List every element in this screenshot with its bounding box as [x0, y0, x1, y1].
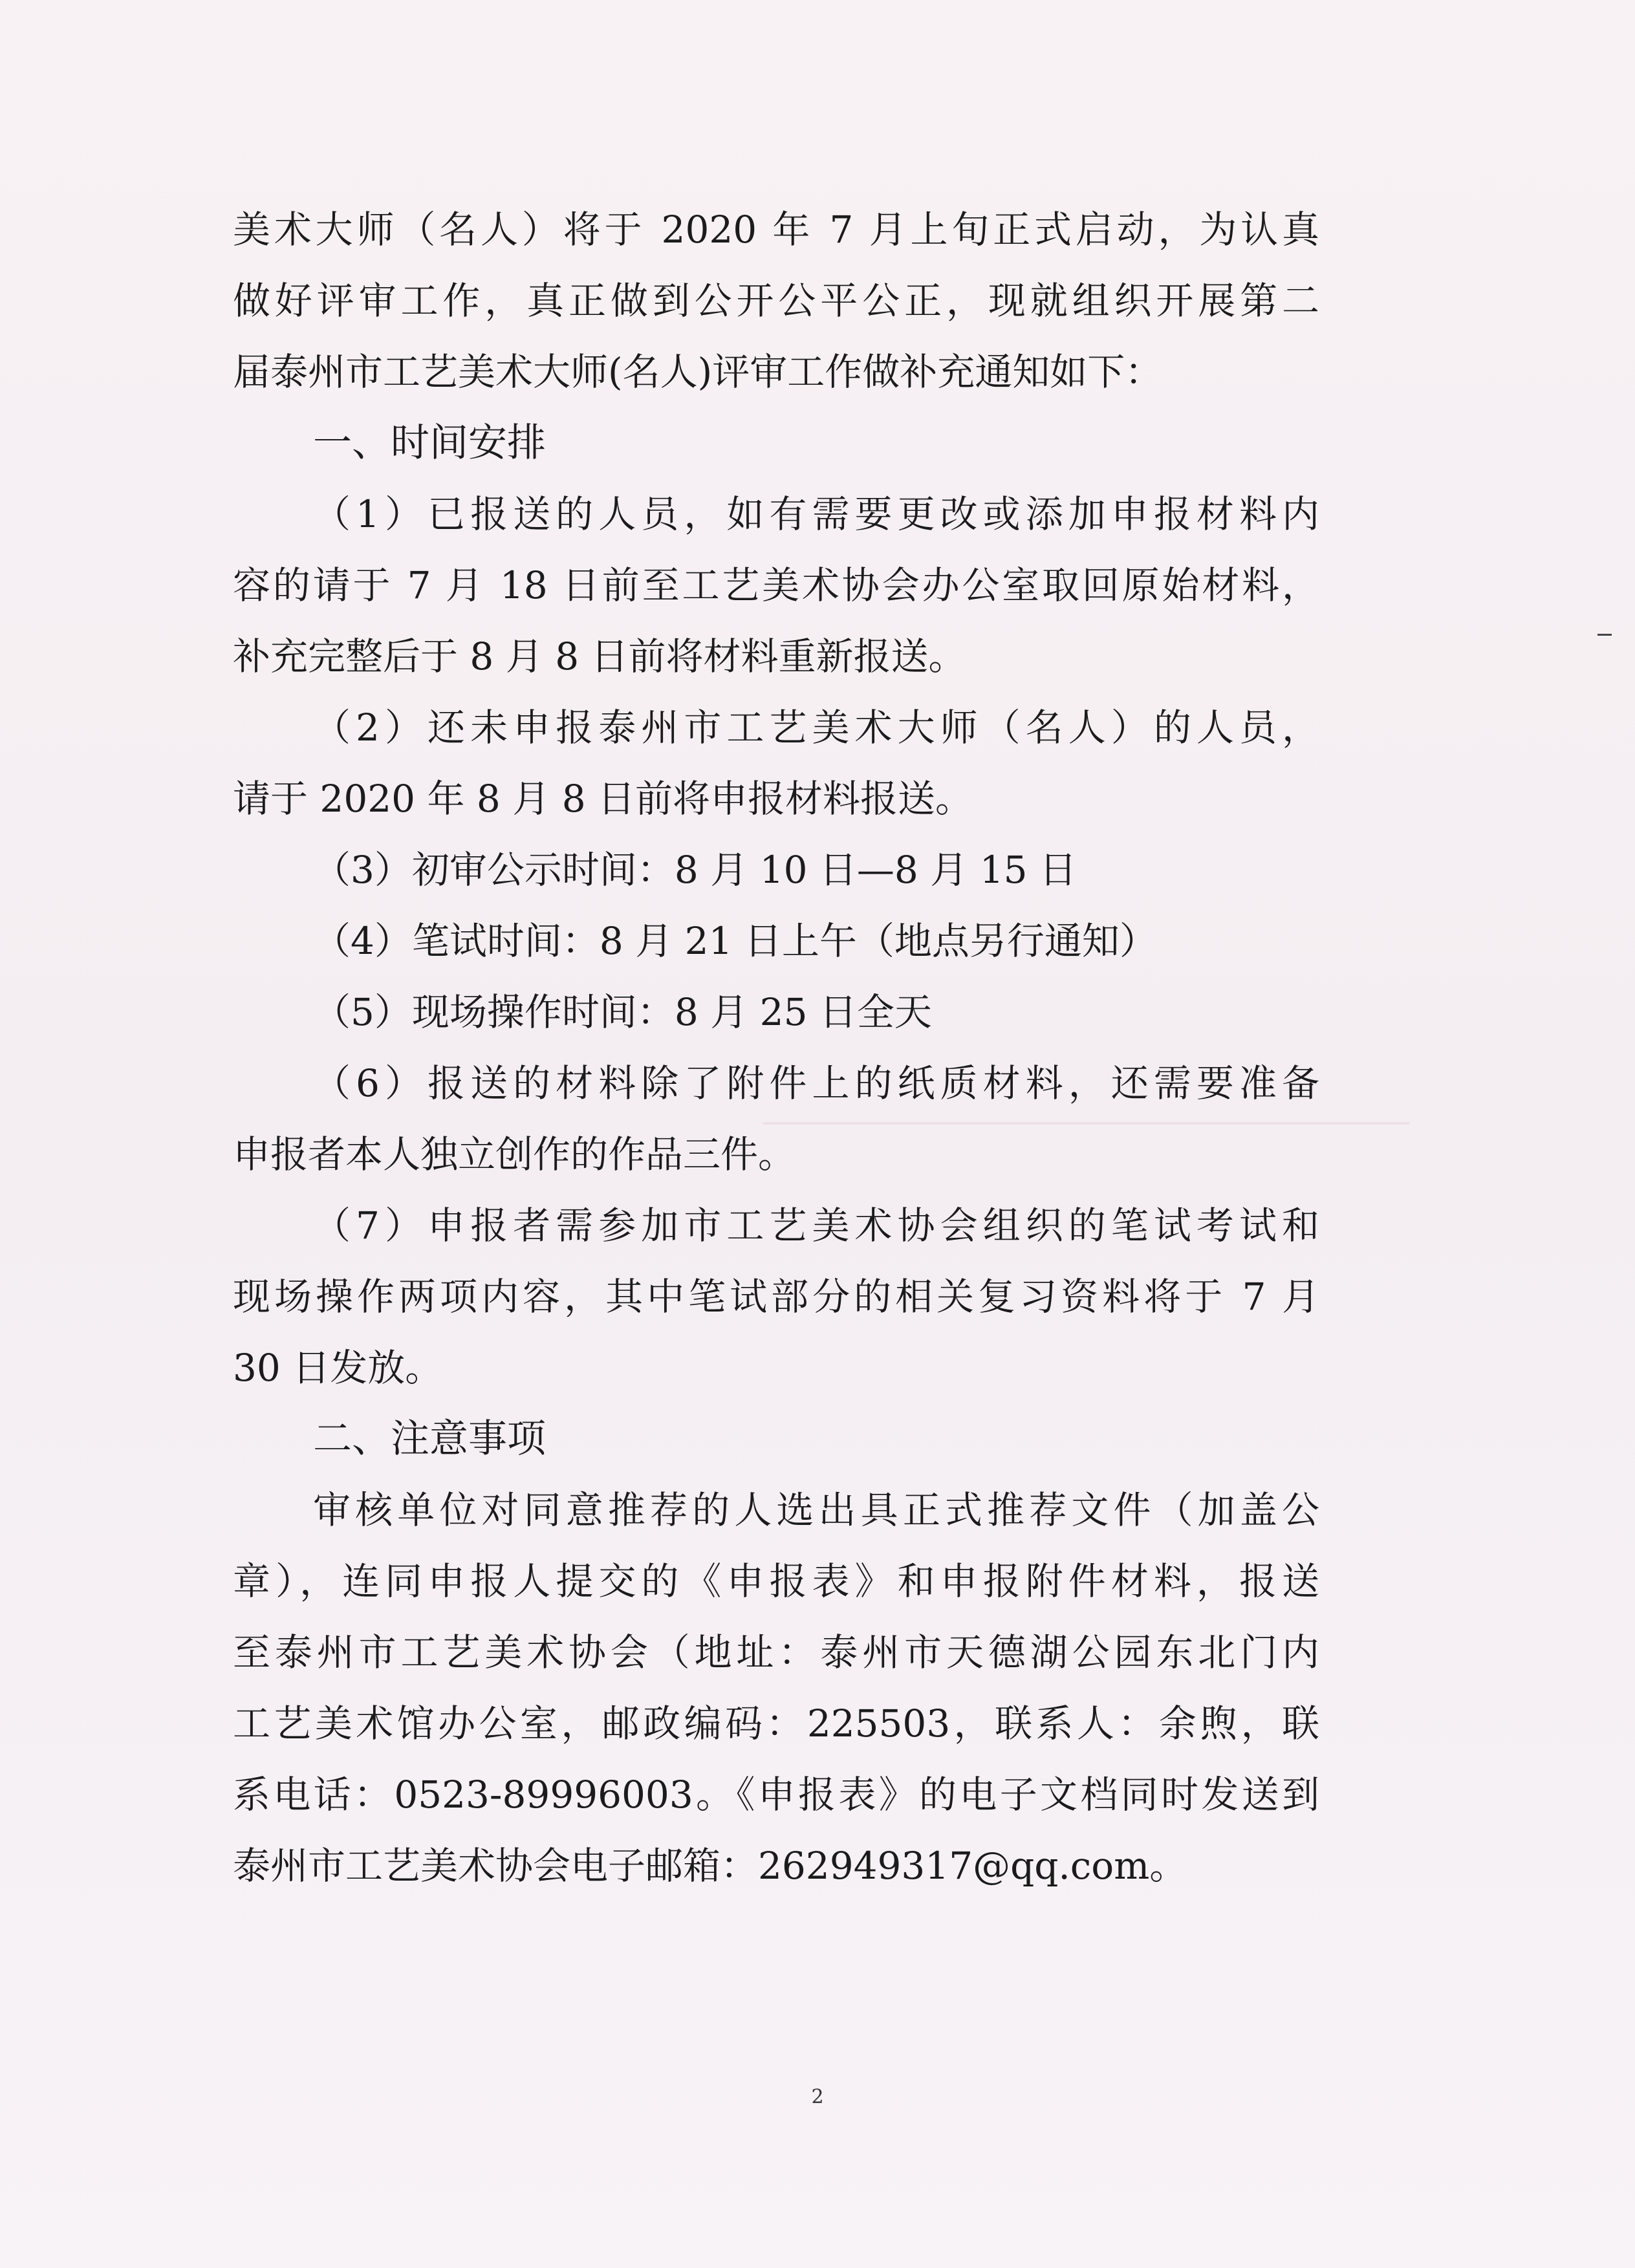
paragraph-line: 申报者本人独立创作的作品三件。 [233, 1132, 796, 1176]
paragraph-line: （6）报送的材料除了附件上的纸质材料，还需要准备 [313, 1061, 1319, 1105]
paragraph-line: 30 日发放。 [233, 1346, 443, 1390]
paragraph-line: （5）现场操作时间：8 月 25 日全天 [313, 990, 932, 1034]
paragraph-line: （4）笔试时间：8 月 21 日上午（地点另行通知） [313, 919, 1157, 963]
paragraph-line: 工艺美术馆办公室，邮政编码：225503，联系人：余煦，联 [233, 1701, 1319, 1745]
paragraph-line: 容的请于 7 月 18 日前至工艺美术协会办公室取回原始材料， [233, 563, 1319, 607]
paragraph-line: （2）还未申报泰州市工艺美术大师（名人）的人员， [313, 706, 1319, 750]
paragraph-line: 审核单位对同意推荐的人选出具正式推荐文件（加盖公 [313, 1488, 1319, 1532]
paragraph-line: 泰州市工艺美术协会电子邮箱：262949317@qq.com。 [233, 1844, 1187, 1888]
paragraph-line: 请于 2020 年 8 月 8 日前将申报材料报送。 [233, 777, 973, 821]
paragraph-line: （1）已报送的人员，如有需要更改或添加申报材料内 [313, 492, 1319, 536]
paragraph-line: （7）申报者需参加市工艺美术协会组织的笔试考试和 [313, 1204, 1319, 1247]
scan-edge-mark [1597, 634, 1612, 636]
paragraph-line: 做好评审工作，真正做到公开公平公正，现就组织开展第二 [233, 279, 1319, 323]
page-number: 2 [811, 2086, 824, 2108]
paragraph-line: 补充完整后于 8 月 8 日前将材料重新报送。 [233, 634, 966, 678]
paragraph-line: 系电话：0523-89996003。《申报表》的电子文档同时发送到 [233, 1773, 1319, 1817]
paragraph-line: 现场操作两项内容，其中笔试部分的相关复习资料将于 7 月 [233, 1275, 1319, 1319]
paragraph-line: （3）初审公示时间：8 月 10 日—8 月 15 日 [313, 848, 1077, 892]
paragraph-line: 章），连同申报人提交的《申报表》和申报附件材料，报送 [233, 1559, 1319, 1603]
section-heading: 二、注意事项 [313, 1416, 546, 1462]
document-body [233, 194, 1319, 1901]
section-heading: 一、时间安排 [313, 420, 546, 466]
paragraph-line: 届泰州市工艺美术大师(名人)评审工作做补充通知如下： [233, 350, 1163, 394]
paragraph-line: 美术大师（名人）将于 2020 年 7 月上旬正式启动，为认真 [233, 208, 1319, 252]
paragraph-line: 至泰州市工艺美术协会（地址：泰州市天德湖公园东北门内 [233, 1630, 1319, 1674]
